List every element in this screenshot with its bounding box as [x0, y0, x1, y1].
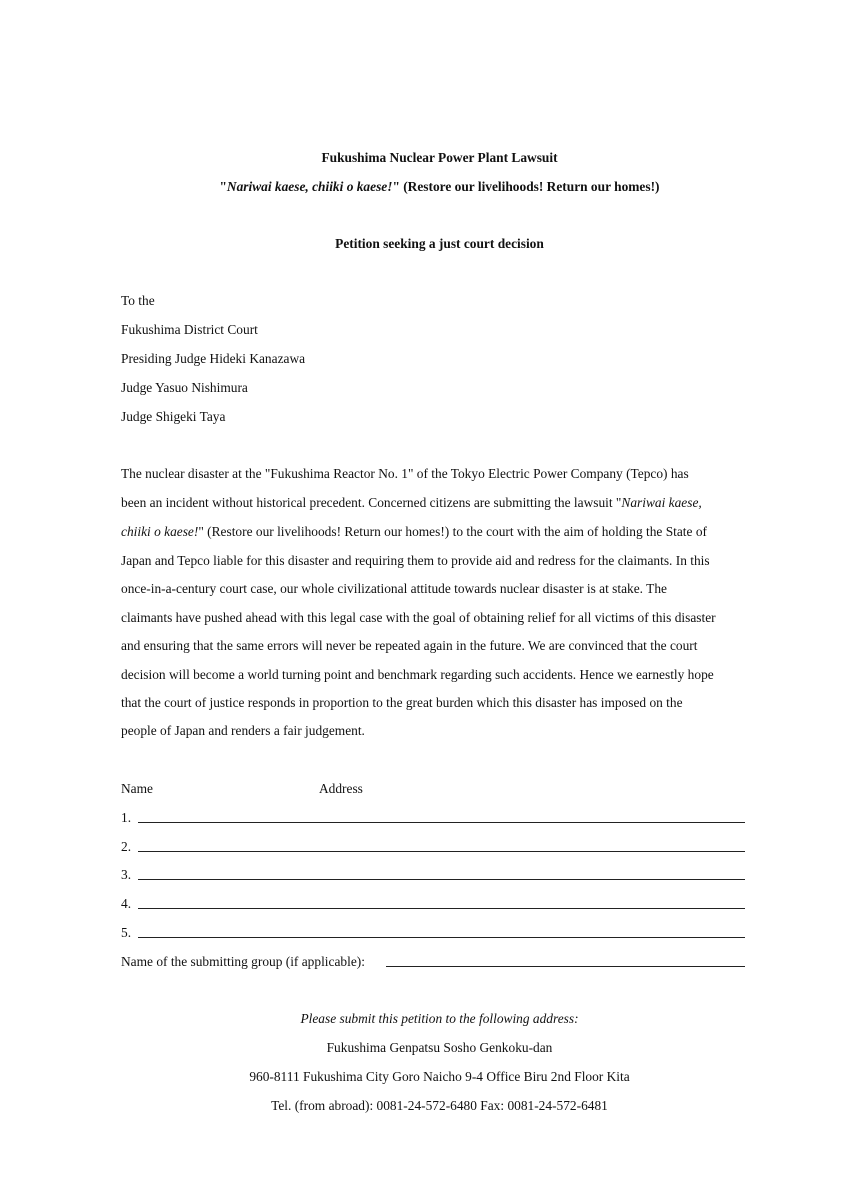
submit-instruction: Please submit this petition to the following address: [300, 1011, 579, 1026]
slogan-italic: Nariwai kaese, chiiki o kaese! [226, 179, 393, 194]
body-text: " (Restore our livelihoods! Return our homes!) to the court with the aim of holding the State of [198, 524, 707, 539]
body-line: once-in-a-century court case, our whole civilizational attitude towards nuclear disaster is at stake. The [121, 581, 667, 596]
document-title: Fukushima Nuclear Power Plant Lawsuit [321, 150, 558, 165]
addressee-line: Presiding Judge Hideki Kanazawa [121, 351, 306, 366]
row-number: 2. [121, 839, 132, 854]
body-line: claimants have pushed ahead with this legal case with the goal of obtaining relief for all victims of this disaster [121, 610, 716, 625]
document-subtitle: Petition seeking a just court decision [335, 236, 544, 251]
signature-line[interactable] [138, 822, 745, 823]
slogan-translation: (Restore our livelihoods! Return our homes!) [399, 179, 660, 194]
addressee-line: To the [121, 293, 155, 308]
signature-line[interactable] [138, 908, 745, 909]
row-number: 1. [121, 810, 132, 825]
name-column-label: Name [121, 781, 153, 796]
body-italic: Nariwai kaese, [621, 495, 702, 510]
body-italic: chiiki o kaese! [121, 524, 199, 539]
signature-line[interactable] [138, 879, 745, 880]
submit-address: 960-8111 Fukushima City Goro Naicho 9-4 Office Biru 2nd Floor Kita [249, 1069, 630, 1084]
body-line: that the court of justice responds in proportion to the great burden which this disaster has imposed on the [121, 695, 683, 710]
body-line: decision will become a world turning point and benchmark regarding such accidents. Hence we earnestly hope [121, 667, 714, 682]
row-number: 3. [121, 867, 132, 882]
body-line [121, 495, 702, 511]
addressee-line: Fukushima District Court [121, 322, 258, 337]
signature-line[interactable] [138, 937, 745, 938]
submit-organization: Fukushima Genpatsu Sosho Genkoku-dan [326, 1040, 553, 1055]
submit-contact: Tel. (from abroad): 0081-24-572-6480 Fax: 0081-24-572-6481 [271, 1098, 608, 1113]
group-name-label: Name of the submitting group (if applicable): [121, 954, 365, 969]
addressee-line: Judge Shigeki Taya [121, 409, 226, 424]
body-line: The nuclear disaster at the "Fukushima Reactor No. 1" of the Tokyo Electric Power Company (Tepco) has [121, 466, 689, 481]
slogan-line: "Nariwai kaese, chiiki o kaese!" (Restore our livelihoods! Return our homes!) [219, 179, 660, 194]
body-line [121, 524, 707, 540]
body-line: people of Japan and renders a fair judgement. [121, 723, 365, 738]
addressee-line: Judge Yasuo Nishimura [121, 380, 248, 395]
body-line: Japan and Tepco liable for this disaster and requiring them to provide aid and redress for the claimants. In this [121, 553, 710, 568]
group-name-line[interactable] [386, 966, 745, 967]
signature-line[interactable] [138, 851, 745, 852]
row-number: 4. [121, 896, 132, 911]
row-number: 5. [121, 925, 132, 940]
body-line: and ensuring that the same errors will never be repeated again in the future. We are convinced that the court [121, 638, 698, 653]
address-column-label: Address [319, 781, 363, 796]
body-text: been an incident without historical precedent. Concerned citizens are submitting the lawsuit " [121, 495, 622, 510]
